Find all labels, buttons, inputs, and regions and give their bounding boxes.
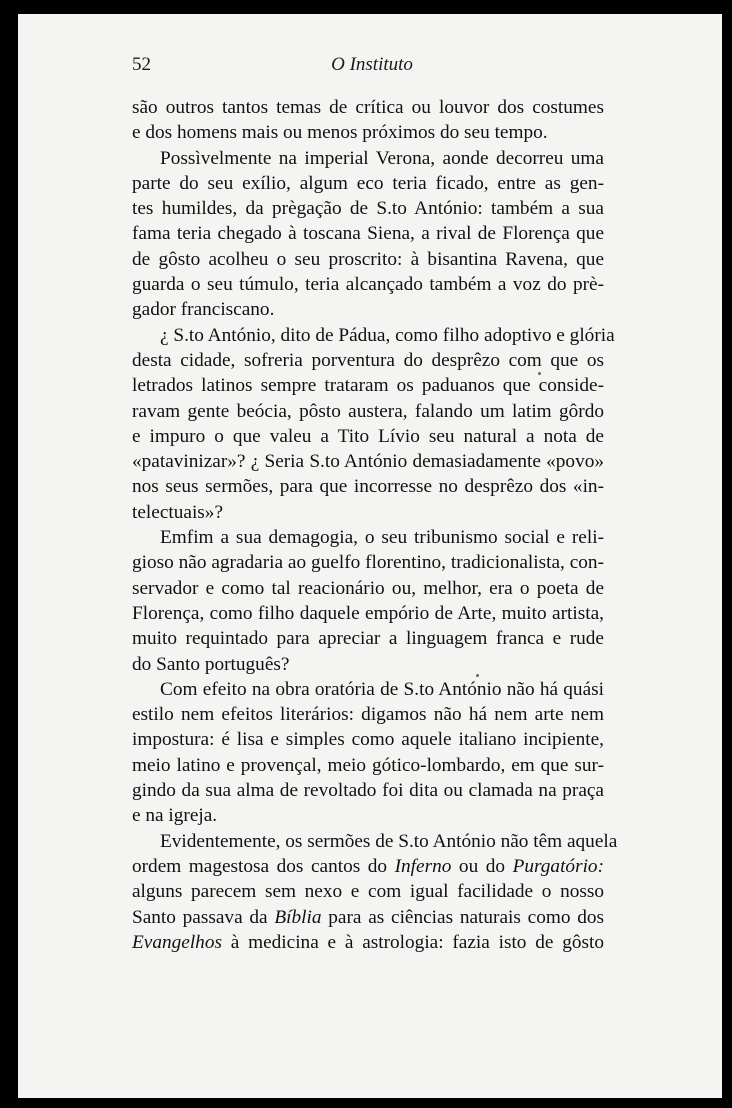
page-number: 52: [132, 54, 151, 75]
text-line: e dos homens mais ou menos próximos do seu tempo.: [132, 122, 548, 144]
line-segment: ou do: [458, 855, 506, 877]
line-segment: Santo passava da: [132, 906, 268, 928]
text-line: impostura: é lisa e simples como aquele italiano incipiente,: [132, 729, 604, 751]
text-line: servador e como tal reacionário ou, melhor, era o poeta de: [132, 577, 604, 599]
work-title-evangelhos: Evangelhos: [132, 931, 222, 953]
text-line: e na igreja.: [132, 805, 218, 827]
line-segment: para as ciências naturais como dos: [328, 906, 605, 928]
text-line: tes humildes, da prègação de S.to António: também a sua: [132, 198, 604, 220]
text-line: desta cidade, sofreria porventura do desprêzo com que os: [132, 349, 604, 371]
text-line: alguns parecem sem nexo e com igual facilidade o nosso: [132, 881, 604, 903]
page-header: [132, 54, 612, 84]
work-title-biblia: Bíblia: [274, 906, 322, 928]
work-title-inferno: Inferno: [394, 855, 452, 877]
text-line: gador franciscano.: [132, 299, 275, 321]
text-line: parte do seu exílio, algum eco teria ficado, entre as gen-: [132, 172, 604, 194]
text-line: [132, 930, 604, 955]
text-line: e impuro o que valeu a Tito Lívio seu natural a nota de: [132, 425, 604, 447]
text-line: do Santo português?: [132, 653, 290, 675]
text-line: de gôsto acolheu o seu proscrito: à bisantina Ravena, que: [132, 248, 604, 270]
text-line: guarda o seu túmulo, teria alcançado também a voz do prè-: [132, 274, 604, 296]
text-line: estilo nem efeitos literários: digamos não há nem arte nem: [132, 704, 604, 726]
text-line: gioso não agradaria ao guelfo florentino, tradicionalista, con-: [132, 552, 604, 574]
body-text: [132, 95, 618, 955]
text-line: ¿ S.to António, dito de Pádua, como filho adoptivo e glória: [160, 324, 615, 346]
text-line: [132, 905, 604, 930]
text-line: gindo da sua alma de revoltado foi dita ou clamada na praça: [132, 780, 604, 802]
text-line: são outros tantos temas de crítica ou louvor dos costumes: [132, 97, 604, 118]
text-line: [132, 854, 604, 879]
running-title: O Instituto: [331, 54, 413, 75]
line-segment: à medicina e à astrologia: fazia isto de gôsto: [230, 931, 604, 953]
text-line: fama teria chegado à toscana Siena, a rival de Florença que: [132, 223, 604, 245]
text-line: ravam gente beócia, pôsto austera, falando um latim gôrdo: [132, 400, 604, 422]
work-title-purgatorio: Purgatório:: [512, 855, 604, 877]
text-line: Com efeito na obra oratória de S.to António não há quási: [160, 678, 604, 700]
text-line: letrados latinos sempre trataram os paduanos que conside-: [132, 375, 604, 397]
text-line: «patavinizar»? ¿ Seria S.to António demasiadamente «povo»: [132, 451, 604, 473]
text-line: muito requintado para apreciar a linguagem franca e rude: [132, 628, 604, 650]
text-line: Possìvelmente na imperial Verona, aonde decorreu uma: [160, 147, 604, 169]
text-line: Emfim a sua demagogia, o seu tribunismo social e reli-: [160, 527, 604, 549]
text-line: telectuais»?: [132, 501, 224, 523]
text-line: Evidentemente, os sermões de S.to António não têm aquela: [160, 830, 618, 852]
text-line: meio latino e provençal, meio gótico-lombardo, em que sur-: [132, 754, 604, 776]
text-line: nos seus sermões, para que incorresse no desprêzo dos «in-: [132, 476, 604, 498]
text-line: Florença, como filho daquele empório de Arte, muito artista,: [132, 602, 604, 624]
line-segment: ordem magestosa dos cantos do: [132, 855, 388, 877]
